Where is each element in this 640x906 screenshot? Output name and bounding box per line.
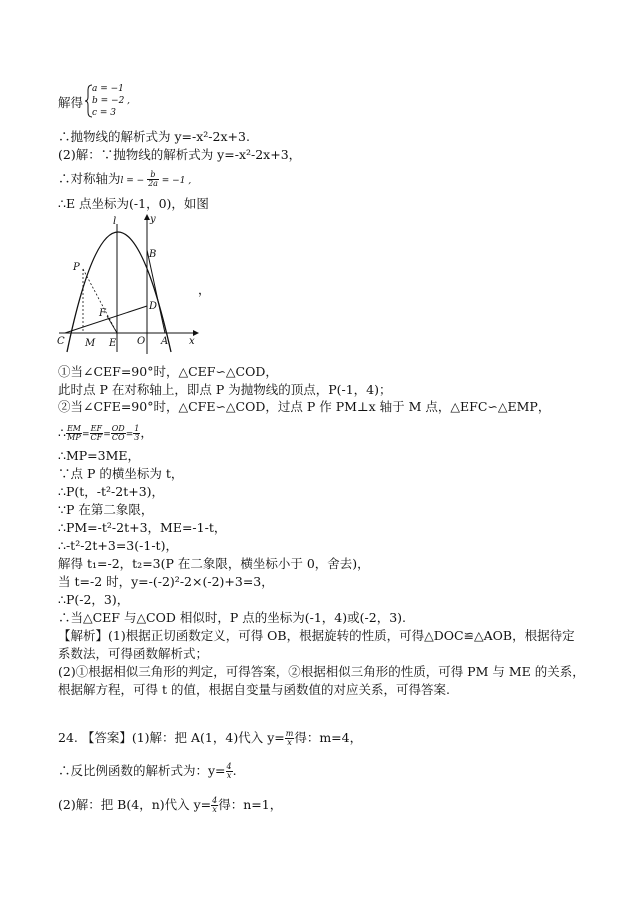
denominator: 2a: [148, 179, 158, 188]
text-line: ∴PM=-t²-2t+3，ME=-1-t，: [58, 520, 227, 535]
label-P: P: [73, 262, 80, 273]
numerator: m: [285, 729, 294, 738]
text-segment: 得：m=4，: [294, 730, 363, 745]
text-line: ∴抛物线的解析式为 y=-x²-2x+3.: [58, 129, 250, 144]
text-segment: ∴: [58, 425, 66, 440]
solve-label: 解得: [58, 95, 84, 110]
segment-EF: [107, 316, 117, 333]
answer-24-line: [58, 763, 237, 780]
text-line: ∵点 P 的横坐标为 t，: [58, 466, 184, 481]
equals: =: [103, 430, 111, 440]
answer-24-line: [58, 797, 282, 814]
text-line: ∴E 点坐标为(-1，0)，如图: [58, 196, 209, 211]
text-line: ∴P(t，-t²-2t+3)，: [58, 484, 165, 499]
numerator: OD: [111, 424, 125, 433]
analysis-line: 系数法，可得函数解析式；: [58, 646, 209, 661]
label-E: E: [109, 338, 117, 349]
text-line: ∵P 在第二象限，: [58, 502, 154, 517]
label-l: l: [113, 216, 117, 227]
system-eq-c: c = 3: [92, 108, 117, 118]
text-segment: ，: [140, 425, 153, 440]
label-y: y: [150, 214, 156, 225]
label-M: M: [85, 338, 96, 349]
denominator: MP: [67, 433, 81, 442]
label-x: x: [189, 336, 195, 347]
analysis-line: (2)①根据相似三角形的判定，可得答案，②根据相似三角形的性质，可得 PM 与 ME 的关系，: [58, 664, 585, 679]
text-line: ∴当△CEF 与△COD 相似时，P 点的坐标为(-1，4)或(-2，3).: [58, 610, 406, 625]
denominator: x: [226, 771, 232, 780]
numerator: EM: [66, 424, 81, 433]
denominator: x: [287, 738, 292, 747]
label-O: O: [137, 336, 146, 347]
numerator: 4: [212, 796, 218, 805]
denominator: 3: [134, 433, 140, 442]
fraction: [66, 425, 82, 442]
label-D: D: [149, 301, 158, 312]
text-line: ∴-t²-2t+3=3(-1-t)，: [58, 538, 178, 553]
equals: =: [125, 430, 134, 440]
label-B: B: [149, 249, 157, 260]
text-line: (2)解：∵抛物线的解析式为 y=-x²-2x+3，: [58, 147, 302, 162]
text-segment: 得：n=1，: [218, 797, 283, 812]
denominator: CF: [90, 433, 103, 442]
label-F: F: [99, 308, 106, 319]
text-line: ②当∠CFE=90°时，△CFE∽△COD，过点 P 作 PM⊥x 轴于 M 点，△EFC∽△EMP，: [58, 399, 551, 414]
fraction: [90, 425, 104, 442]
numerator: b: [147, 171, 159, 180]
text-line: 此时点 P 在对称轴上，即点 P 为抛物线的顶点，P(-1，4)；: [58, 382, 392, 397]
fraction: [285, 730, 295, 747]
ratio-line: [58, 425, 153, 443]
text-line: 解得 t₁=-2，t₂=3(P 在二象限，横坐标小于 0，舍去)，: [58, 556, 370, 571]
formula-segment: = −1 ,: [158, 176, 192, 186]
denominator: x: [212, 805, 217, 814]
fraction: [147, 171, 159, 188]
system-eq-b: b = −2 ,: [92, 96, 131, 106]
analysis-line: 【解析】(1)根据正切函数定义，可得 OB，根据旋转的性质，可得△DOC≌△AOB，根据待定: [58, 628, 575, 643]
answer-24-line: [58, 730, 362, 747]
numerator: 4: [226, 762, 232, 771]
text-segment: (2)解：把 B(4，n)代入 y=: [58, 797, 212, 812]
label-C: C: [57, 336, 65, 347]
fraction: [226, 763, 233, 780]
formula-segment: l = −: [120, 176, 148, 186]
line-BA: [147, 250, 165, 333]
text-line: ∴MP=3ME，: [58, 448, 141, 463]
text-segment: ∴反比例函数的解析式为：y=: [58, 763, 226, 778]
numerator: EF: [90, 424, 103, 433]
denominator: CO: [111, 433, 125, 442]
analysis-line: 根据解方程，可得 t 的值，根据自变量与函数值的对应关系，可得答案.: [58, 682, 450, 697]
label-A: A: [161, 336, 169, 347]
fraction: [111, 425, 126, 442]
dashed-PE: [83, 269, 117, 333]
parabola-figure: [55, 212, 205, 362]
text-segment: .: [232, 763, 237, 778]
system-eq-a: a = −1: [92, 84, 124, 94]
equals: =: [81, 430, 90, 440]
numerator: 1: [134, 424, 140, 433]
axis-of-symmetry-line: [58, 171, 191, 189]
text-segment: ∴对称轴为: [58, 171, 121, 186]
figure-comma: ，: [198, 282, 211, 297]
text-line: ①当∠CEF=90°时，△CEF∽△COD，: [58, 364, 278, 379]
text-line: ∴P(-2，3)，: [58, 592, 130, 607]
text-segment: 24. 【答案】(1)解：把 A(1，4)代入 y=: [58, 730, 285, 745]
text-line: 当 t=-2 时，y=-(-2)²-2×(-2)+3=3，: [58, 574, 274, 589]
